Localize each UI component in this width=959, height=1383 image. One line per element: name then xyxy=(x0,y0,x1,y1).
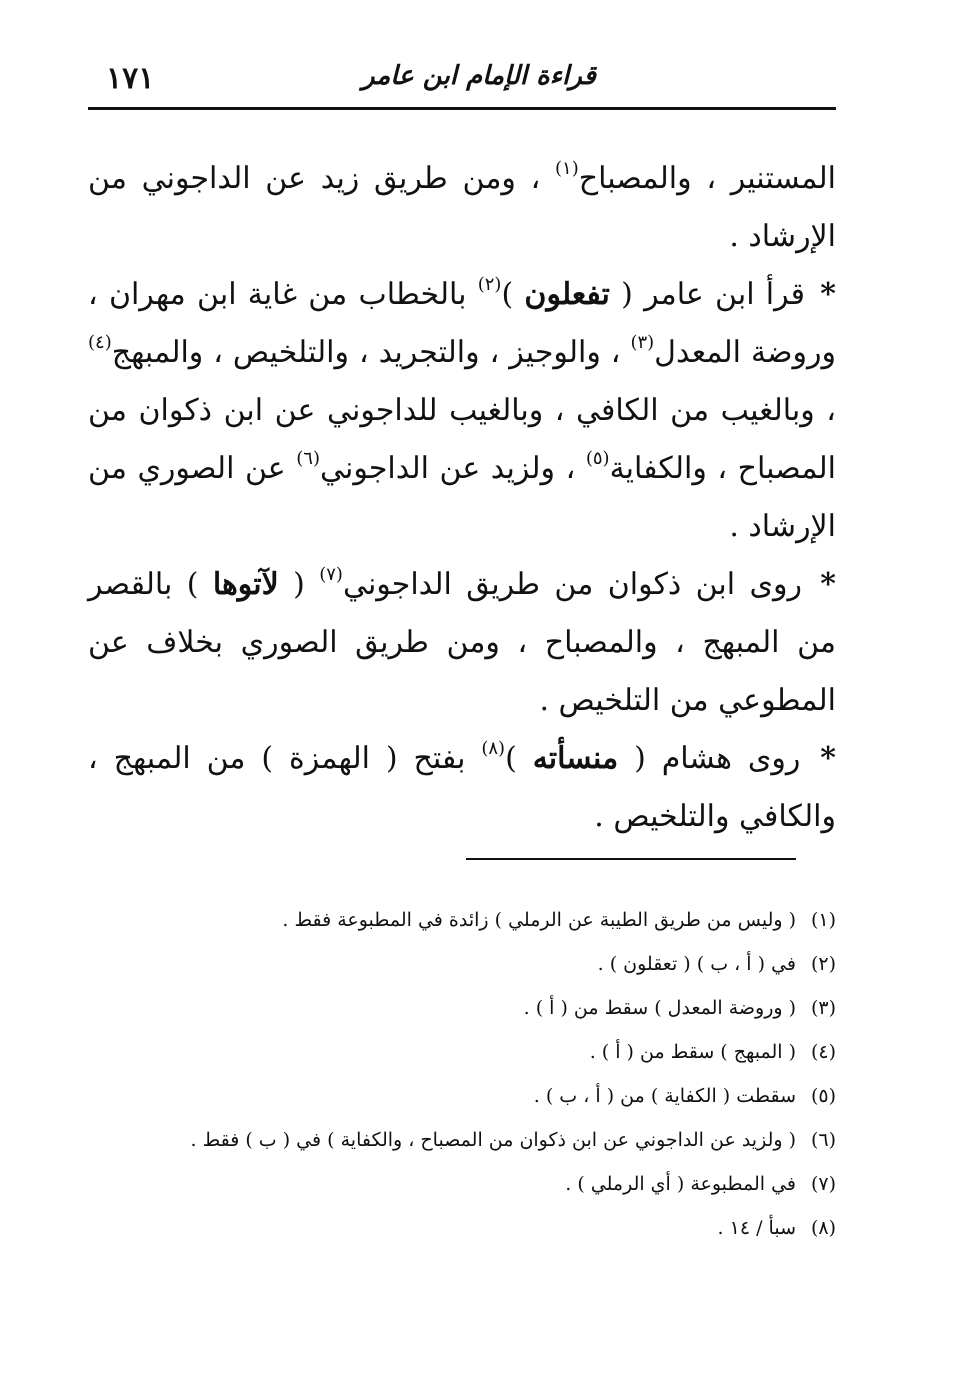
footnote-number: (٦) xyxy=(810,1129,836,1151)
asterisk-icon: * xyxy=(820,567,836,602)
text-run: روى ابن ذكوان من طريق الداجوني xyxy=(342,567,817,602)
footnote-text: ( ولزيد عن الداجوني عن ابن ذكوان من المصباح ، والكفاية ) في ( ب ) فقط . xyxy=(190,1129,796,1151)
text-run: ) xyxy=(505,741,533,776)
footnotes xyxy=(88,898,836,1250)
text-run: ) بالقصر من المبهج ، والمصباح ، ومن طريق الصوري بخلاف عن المطوعي من التلخيص . xyxy=(88,567,836,718)
footnote-text: ( وليس من طريق الطيبة عن الرملي ) زائدة في المطبوعة فقط . xyxy=(282,909,796,931)
footnote-text: سبأ / ١٤ . xyxy=(717,1217,796,1239)
paragraph-2 xyxy=(88,266,836,556)
footnote-ref-8: (٨) xyxy=(481,738,506,759)
paragraph-3 xyxy=(88,556,836,730)
footnote-item xyxy=(88,1162,836,1206)
text-run: بالخطاب من غاية ابن مهران ، وروضة المعدل xyxy=(88,277,836,370)
footnote-number: (٢) xyxy=(810,953,836,975)
footnote-number: (٤) xyxy=(810,1041,836,1063)
asterisk-icon: * xyxy=(820,277,836,312)
text-run: عن الصوري من الإرشاد . xyxy=(88,451,836,544)
footnote-text: في ( أ ، ب ) ( تعقلون ) . xyxy=(597,953,796,975)
footnote-item xyxy=(88,986,836,1030)
footnote-ref-7: (٧) xyxy=(319,564,343,585)
footnote-number: (٧) xyxy=(810,1173,836,1195)
text-run: بفتح ( الهمزة ) من المبهج ، والكافي والتلخيص . xyxy=(88,741,836,834)
paragraph-4 xyxy=(88,730,836,846)
footnote-number: (٨) xyxy=(810,1217,836,1239)
quranic-word: تفعلون xyxy=(524,277,610,312)
main-text xyxy=(88,150,836,846)
footnote-number: (١) xyxy=(810,909,836,931)
footnote-item xyxy=(88,1030,836,1074)
footnote-ref-2: (٢) xyxy=(477,274,502,295)
footnote-ref-6: (٦) xyxy=(296,448,320,469)
book-page xyxy=(88,55,836,1315)
asterisk-icon: * xyxy=(820,741,836,776)
text-run: ، ومن طريق زيد عن الداجوني من الإرشاد . xyxy=(88,161,836,254)
text-run: قرأ ابن عامر ( xyxy=(609,277,817,312)
page-number: ١٧١ xyxy=(106,61,155,96)
text-run: روى هشام ( xyxy=(618,741,817,776)
text-run: ، والوجيز ، والتجريد ، والتلخيص ، والمبهج xyxy=(111,335,631,370)
footnote-number: (٥) xyxy=(810,1085,836,1107)
footnote-item xyxy=(88,1074,836,1118)
running-title: قراءة الإمام ابن عامر xyxy=(362,61,596,91)
footnote-text: ( المبهج ) سقط من ( أ ) . xyxy=(589,1041,796,1063)
page-header xyxy=(88,55,836,110)
footnote-item xyxy=(88,898,836,942)
footnote-item xyxy=(88,1206,836,1250)
footnote-item xyxy=(88,1118,836,1162)
text-run: ( xyxy=(278,567,320,602)
footnote-text: في المطبوعة ( أي الرملي ) . xyxy=(565,1173,796,1195)
footnote-ref-3: (٣) xyxy=(630,332,655,353)
footnote-text: ( وروضة المعدل ) سقط من ( أ ) . xyxy=(523,997,796,1019)
text-run: ، ولزيد عن الداجوني xyxy=(319,451,586,486)
footnote-ref-5: (٥) xyxy=(585,448,610,469)
paragraph-1 xyxy=(88,150,836,266)
text-run: المستنير ، والمصباح xyxy=(578,161,836,196)
text-run: ) xyxy=(501,277,525,312)
quranic-word: منسأته xyxy=(532,741,619,776)
footnote-ref-1: (١) xyxy=(555,158,579,179)
quranic-word: لآتوها xyxy=(212,567,279,602)
text-run: ، وبالغيب من الكافي ، وبالغيب للداجوني عن ابن ذكوان من المصباح ، والكفاية xyxy=(88,393,837,486)
footnote-separator xyxy=(466,858,796,860)
footnote-ref-4: (٤) xyxy=(88,332,112,353)
footnote-item xyxy=(88,942,836,986)
footnote-text: سقطت ( الكفاية ) من ( أ ، ب ) . xyxy=(533,1085,796,1107)
footnote-number: (٣) xyxy=(810,997,836,1019)
